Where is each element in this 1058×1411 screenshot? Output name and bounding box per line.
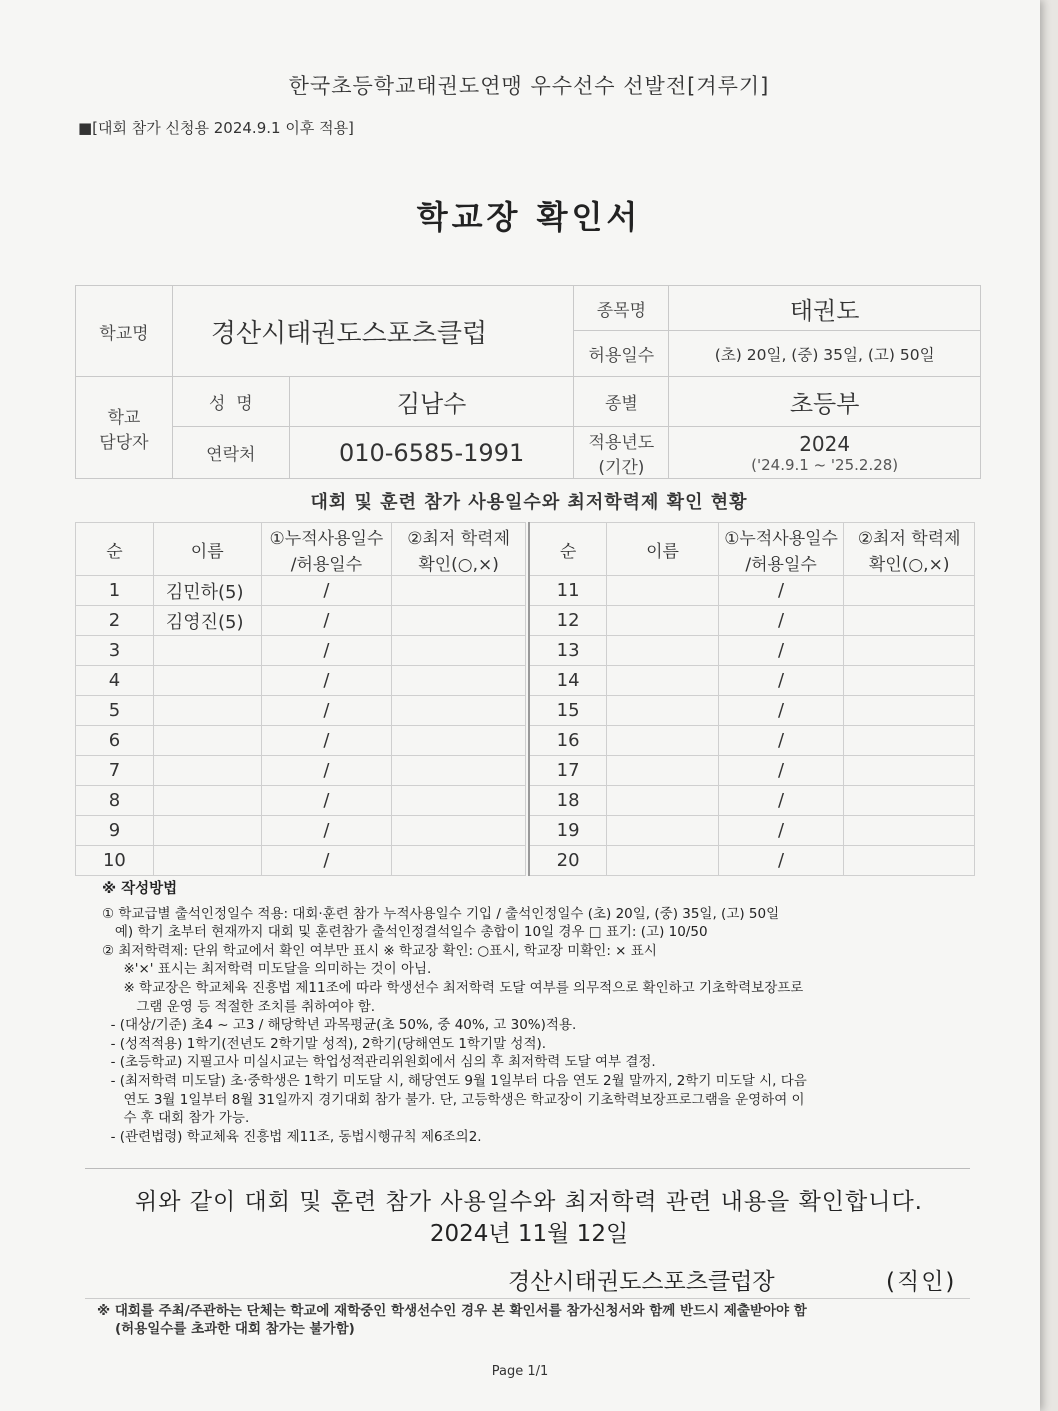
manager-label	[76, 377, 173, 479]
year-cell	[669, 427, 981, 479]
instructions-heading: ※ 작성방법	[102, 881, 178, 897]
contact-value: 010-6585-1991	[289, 427, 574, 479]
student-name	[607, 696, 719, 726]
days-cell: /	[261, 636, 392, 666]
apply-note: ■[대회 참가 신청용 2024.9.1 이후 적용]	[78, 119, 354, 137]
instruction-line: - (관련법령) 학교체육 진흥법 제11조, 동법시행규칙 제6조의2.	[102, 1128, 482, 1145]
days-cell: /	[261, 756, 392, 786]
instruction-line: 수 후 대회 참가 가능.	[102, 1110, 250, 1127]
student-name	[607, 756, 719, 786]
days-cell: /	[718, 756, 844, 786]
header-days-line2: /허용일수	[261, 549, 392, 576]
table-row	[529, 726, 975, 756]
check-cell	[844, 576, 975, 606]
school-label: 학교명	[76, 286, 173, 377]
check-cell	[844, 696, 975, 726]
check-cell	[392, 696, 526, 726]
year-value: 2024	[799, 431, 851, 456]
student-name	[153, 816, 261, 846]
division-label: 종별	[574, 377, 669, 427]
days-cell: /	[718, 846, 844, 876]
days-cell: /	[261, 816, 392, 846]
student-name: 김민하(5)	[153, 576, 261, 606]
signer-name: 경산시태권도스포츠클럽장	[508, 1269, 775, 1295]
year-label	[574, 427, 669, 479]
table-row	[76, 606, 526, 636]
check-cell	[844, 786, 975, 816]
table-row	[529, 636, 975, 666]
instruction-line: ② 최저학력제: 단위 학교에서 확인 여부만 표시 ※ 학교장 확인: ○표시, 학교장 미확인: × 표시	[102, 942, 657, 959]
check-cell	[844, 666, 975, 696]
instruction-line: 연도 3월 1일부터 8월 31일까지 경기대회 참가 불가. 단, 고등학생은 학교장이 기초학력보장프로그램을 운영하여 이	[102, 1091, 805, 1108]
instruction-line: 그램 운영 등 적절한 조치를 취하여야 함.	[102, 998, 376, 1015]
header-no: 순	[529, 523, 607, 576]
footer-note-line1: ※ 대회를 주최/주관하는 단체는 학교에 재학중인 학생선수인 경우 본 확인서를 참가신청서와 함께 반드시 제출받아야 함	[97, 1303, 807, 1319]
school-value: 경산시태권도스포츠클럽	[172, 286, 574, 377]
days-cell: /	[261, 666, 392, 696]
check-cell	[844, 756, 975, 786]
student-name	[153, 696, 261, 726]
student-name	[607, 666, 719, 696]
days-cell: /	[718, 696, 844, 726]
year-label-line1: 적용년도	[588, 432, 655, 453]
table-row	[76, 666, 526, 696]
footer-note-line2: (허용일수를 초과한 대회 참가는 불가함)	[115, 1321, 355, 1337]
header-check-line1: ②최저 학력제	[392, 523, 526, 550]
row-number: 12	[529, 606, 607, 636]
student-name	[607, 606, 719, 636]
row-number: 2	[76, 606, 154, 636]
table-row	[76, 786, 526, 816]
instruction-line: ※ 학교장은 학교체육 진흥법 제11조에 따라 학생선수 최저학력 도달 여부를 의무적으로 확인하고 기초학력보장프로	[102, 979, 804, 996]
section-title: 대회 및 훈련 참가 사용일수와 최저학력제 확인 현황	[310, 492, 748, 513]
row-number: 9	[76, 816, 154, 846]
header-no: 순	[76, 523, 154, 576]
check-cell	[392, 816, 526, 846]
header-days-line1: ①누적사용일수	[718, 523, 844, 550]
confirmation-statement: 위와 같이 대회 및 훈련 참가 사용일수와 최저학력 관련 내용을 확인합니다.	[135, 1189, 923, 1215]
official-seal-label: (직인)	[886, 1269, 957, 1295]
student-name	[607, 726, 719, 756]
student-name	[607, 576, 719, 606]
table-row	[529, 576, 975, 606]
confirmation-date: 2024년 11월 12일	[429, 1221, 629, 1247]
days-cell: /	[718, 666, 844, 696]
student-name	[607, 846, 719, 876]
instruction-line: 예) 학기 초부터 현재까지 대회 및 훈련참가 출석인정결석일수 총합이 10일 경우 □ 표기: (고) 10/50	[102, 924, 708, 941]
check-cell	[844, 816, 975, 846]
table-row	[529, 756, 975, 786]
student-name	[153, 666, 261, 696]
row-number: 6	[76, 726, 154, 756]
days-cell: /	[261, 726, 392, 756]
header-name: 이름	[607, 523, 719, 576]
row-number: 3	[76, 636, 154, 666]
days-cell: /	[261, 696, 392, 726]
header-check-line2: 확인(○,×)	[844, 549, 975, 576]
row-number: 18	[529, 786, 607, 816]
student-name	[153, 636, 261, 666]
table-row	[76, 816, 526, 846]
roster-table-left	[75, 522, 526, 876]
days-cell: /	[261, 576, 392, 606]
check-cell	[844, 726, 975, 756]
student-name	[607, 786, 719, 816]
days-cell: /	[718, 636, 844, 666]
header-check-line1: ②최저 학력제	[844, 523, 975, 550]
row-number: 8	[76, 786, 154, 816]
row-number: 10	[76, 846, 154, 876]
document-title: 학교장 확인서	[416, 198, 642, 236]
row-number: 20	[529, 846, 607, 876]
days-cell: /	[718, 816, 844, 846]
row-number: 5	[76, 696, 154, 726]
check-cell	[844, 636, 975, 666]
check-cell	[844, 606, 975, 636]
table-row	[529, 816, 975, 846]
student-name	[153, 756, 261, 786]
header-name: 이름	[153, 523, 261, 576]
competition-title: 한국초등학교태권도연맹 우수선수 선발전[겨루기]	[288, 74, 770, 98]
instruction-line: - (초등학교) 지필고사 미실시교는 학업성적관리위원회에서 심의 후 최저학력 도달 여부 결정.	[102, 1054, 656, 1071]
instruction-line: ① 학교급별 출석인정일수 적용: 대회·훈련 참가 누적사용일수 기입 / 출석인정일수 (초) 20일, (중) 35일, (고) 50일	[102, 905, 780, 922]
divider	[85, 1168, 970, 1169]
row-number: 17	[529, 756, 607, 786]
check-cell	[392, 846, 526, 876]
check-cell	[392, 576, 526, 606]
year-label-line2: (기간)	[598, 457, 645, 478]
instruction-line: - (대상/기준) 초4 ~ 고3 / 해당학년 과목평균(초 50%, 중 40%, 고 30%)적용.	[102, 1017, 577, 1034]
row-number: 19	[529, 816, 607, 846]
row-number: 16	[529, 726, 607, 756]
student-name	[153, 846, 261, 876]
roster-table-right	[528, 522, 975, 876]
row-number: 15	[529, 696, 607, 726]
days-cell: /	[261, 786, 392, 816]
contact-label: 연락처	[172, 427, 289, 479]
table-row	[529, 786, 975, 816]
days-cell: /	[718, 576, 844, 606]
instruction-line: ※'×' 표시는 최저학력 미도달을 의미하는 것이 아님.	[102, 961, 432, 978]
header-days-line1: ①누적사용일수	[261, 523, 392, 550]
check-cell	[392, 636, 526, 666]
check-cell	[392, 606, 526, 636]
instructions	[102, 880, 807, 1146]
event-label: 종목명	[574, 286, 669, 331]
row-number: 14	[529, 666, 607, 696]
name-value: 김남수	[289, 377, 574, 427]
info-table	[75, 285, 981, 479]
student-name: 김영진(5)	[153, 606, 261, 636]
check-cell	[392, 666, 526, 696]
allowed-days-value: (초) 20일, (중) 35일, (고) 50일	[669, 331, 981, 377]
table-row	[529, 696, 975, 726]
table-row	[76, 576, 526, 606]
division-value: 초등부	[669, 377, 981, 427]
row-number: 4	[76, 666, 154, 696]
check-cell	[844, 846, 975, 876]
table-row	[76, 726, 526, 756]
table-row	[529, 606, 975, 636]
instruction-line: - (성적적용) 1학기(전년도 2학기말 성적), 2학기(당해연도 1학기말 성적).	[102, 1035, 547, 1052]
student-name	[153, 786, 261, 816]
name-label: 성 명	[172, 377, 289, 427]
row-number: 11	[529, 576, 607, 606]
divider	[85, 1298, 970, 1299]
table-row	[76, 756, 526, 786]
student-name	[607, 816, 719, 846]
manager-label-line1: 학교	[107, 407, 141, 428]
days-cell: /	[261, 846, 392, 876]
check-cell	[392, 786, 526, 816]
days-cell: /	[718, 606, 844, 636]
instruction-line: - (최저학력 미도달) 초·중학생은 1학기 미도달 시, 해당연도 9월 1일부터 다음 연도 2월 말까지, 2학기 미도달 시, 다음	[102, 1072, 807, 1089]
row-number: 1	[76, 576, 154, 606]
check-cell	[392, 756, 526, 786]
page-number: Page 1/1	[491, 1364, 549, 1379]
check-cell	[392, 726, 526, 756]
row-number: 7	[76, 756, 154, 786]
table-row	[529, 666, 975, 696]
allowed-days-label: 허용일수	[574, 331, 669, 377]
event-value: 태권도	[669, 286, 981, 331]
footer-note	[97, 1302, 807, 1338]
table-row	[529, 846, 975, 876]
header-check-line2: 확인(○,×)	[392, 549, 526, 576]
header-days-line2: /허용일수	[718, 549, 844, 576]
row-number: 13	[529, 636, 607, 666]
table-row	[76, 846, 526, 876]
table-row	[76, 636, 526, 666]
table-row	[76, 696, 526, 726]
student-name	[607, 636, 719, 666]
manager-label-line2: 담당자	[99, 432, 149, 453]
period-value: ('24.9.1 ~ '25.2.28)	[751, 455, 899, 474]
days-cell: /	[718, 726, 844, 756]
student-name	[153, 726, 261, 756]
days-cell: /	[261, 606, 392, 636]
days-cell: /	[718, 786, 844, 816]
